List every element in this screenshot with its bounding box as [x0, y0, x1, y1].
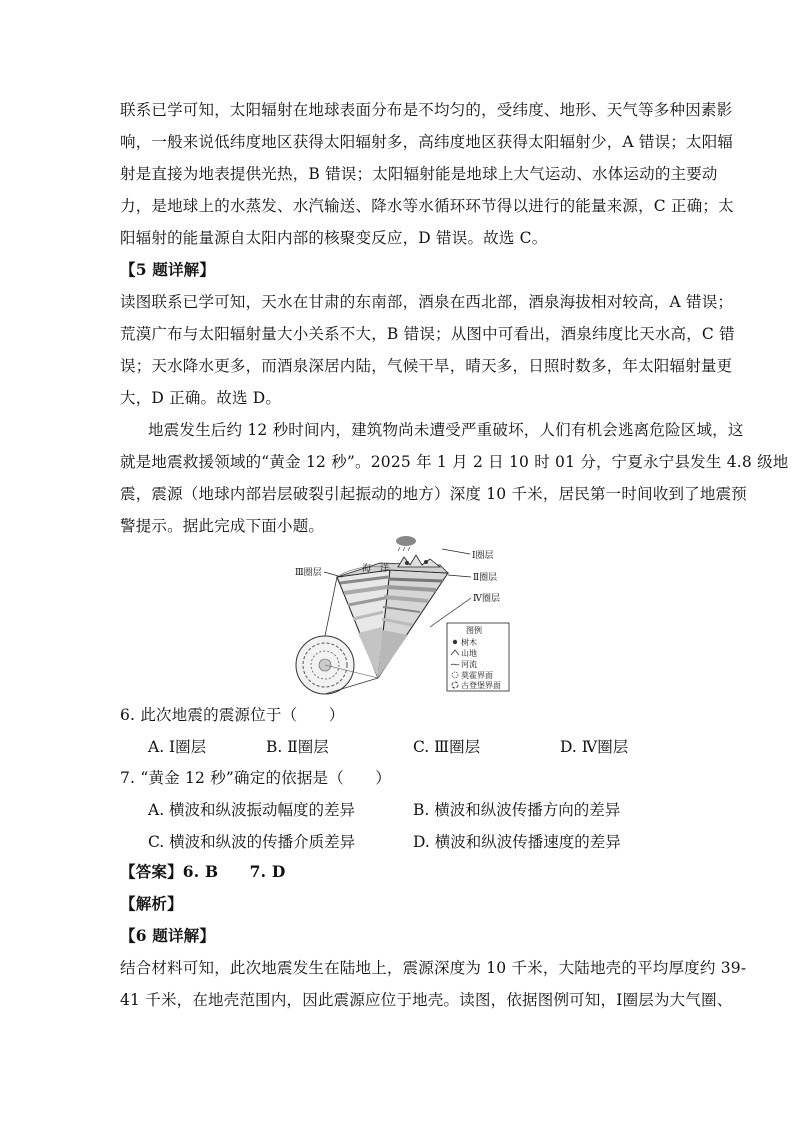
text-line: 阳辐射的能量源自太阳内部的核聚变反应，D 错误。故选 C。	[120, 229, 548, 247]
q6-option-a: A. Ⅰ圈层	[148, 738, 207, 756]
answer-line: 【答案】6. B 7. D	[120, 862, 286, 881]
question-7-stem: 7. “黄金 12 秒”确定的依据是（ ）	[120, 769, 392, 787]
q6-option-d: D. Ⅳ圈层	[560, 738, 629, 756]
text-line: 结合材料可知，此次地震发生在陆地上，震源深度为 10 千米，大陆地壳的平均厚度约 39-	[120, 959, 747, 977]
earth-layers-diagram	[280, 535, 515, 695]
q7-option-a: A. 横波和纵波振动幅度的差异	[148, 801, 356, 819]
text-line: 响，一般来说低纬度地区获得太阳辐射多，高纬度地区获得太阳辐射少，A 错误；太阳辐	[120, 133, 734, 151]
text-line: 力，是地球上的水蒸发、水汽输送、降水等水循环环节得以进行的能量来源，C 正确；太	[120, 197, 734, 215]
text-line: 41 千米，在地壳范围内，因此震源应位于地壳。读图，依据图例可知，Ⅰ圈层为大气圈、	[120, 991, 733, 1009]
mountain-icon	[398, 555, 440, 567]
layer3-label: Ⅲ圈层	[295, 568, 322, 578]
ocean-label: 海 洋	[362, 564, 390, 574]
question-6-stem: 6. 此次地震的震源位于（ ）	[120, 706, 345, 724]
text-line: 读图联系已学可知，天水在甘肃的东南部，酒泉在西北部，酒泉海拔相对较高，A 错误；	[120, 293, 734, 311]
text-line: 误；天水降水更多，而酒泉深居内陆，气候干旱，晴天多，日照时数多，年太阳辐射量更	[120, 357, 733, 375]
legend-item: 树木	[461, 638, 477, 647]
section-heading: 【5 题详解】	[120, 260, 216, 279]
text-line: 就是地震救援领域的“黄金 12 秒”。2025 年 1 月 2 日 10 时 01 分，宁夏永宁县发生 4.8 级地	[120, 453, 789, 471]
q6-option-b: B. Ⅱ圈层	[266, 738, 329, 756]
section-heading: 【6 题详解】	[120, 926, 216, 945]
q7-option-d: D. 横波和纵波传播速度的差异	[413, 833, 621, 851]
legend-item: 莫霍界面	[461, 671, 493, 680]
text-line: 地震发生后约 12 秒时间内，建筑物尚未遭受严重破坏，人们有机会逃离危险区域，这	[148, 421, 744, 439]
layer1-label: Ⅰ圈层	[472, 551, 494, 561]
legend-title: 图例	[466, 626, 482, 635]
text-line: 警提示。据此完成下面小题。	[120, 517, 325, 535]
text-line: 震，震源（地球内部岩层破裂引起振动的地方）深度 10 千米，居民第一时间收到了地震预	[120, 485, 747, 503]
layer2-label: Ⅱ圈层	[473, 573, 498, 583]
cloud-rain-icon	[396, 536, 416, 551]
text-line: 联系已学可知，太阳辐射在地球表面分布是不均匀的，受纬度、地形、天气等多种因素影	[120, 101, 733, 119]
legend	[447, 623, 509, 691]
tree-icon	[405, 561, 409, 565]
legend-item: 古登堡界面	[461, 681, 501, 690]
text-line: 荒漠广布与太阳辐射量大小关系不大，B 错误；从图中可看出，酒泉纬度比天水高，C 错	[120, 325, 735, 343]
q6-option-c: C. Ⅲ圈层	[413, 738, 481, 756]
q7-option-b: B. 横波和纵波传播方向的差异	[413, 801, 621, 819]
analysis-heading: 【解析】	[120, 894, 183, 913]
legend-item: 河流	[461, 660, 477, 669]
legend-item: 山地	[461, 649, 477, 658]
text-line: 射是直接为地表提供光热，B 错误；太阳辐射能是地球上大气运动、水体运动的主要动	[120, 165, 718, 183]
layer4-label: Ⅳ圈层	[473, 594, 500, 604]
q7-option-c: C. 横波和纵波的传播介质差异	[148, 833, 356, 851]
text-line: 大，D 正确。故选 D。	[120, 389, 282, 407]
